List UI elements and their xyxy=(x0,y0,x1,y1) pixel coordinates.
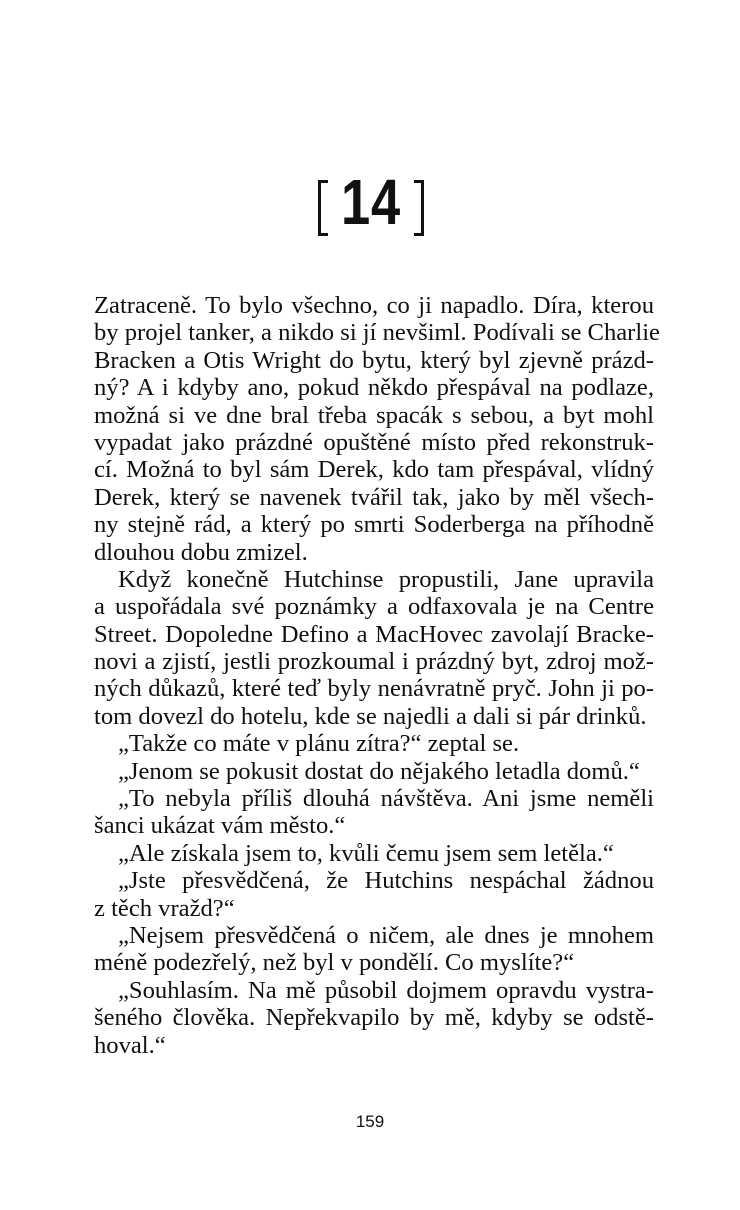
text-line: a uspořádala své poznámky a odfaxovala je na Centre xyxy=(94,593,654,621)
text-line: Zatraceně. To bylo všechno, co ji napadlo. Díra, kterou xyxy=(94,292,654,319)
text-line: „Jenom se pokusit dostat do nějakého letadla domů.“ xyxy=(118,757,640,785)
paragraph xyxy=(94,730,654,757)
text-line: vypadat jako prázdné opuštěné místo před rekonstruk- xyxy=(94,428,654,456)
text-line: Bracken a Otis Wright do bytu, který byl zjevně prázd- xyxy=(94,346,654,374)
text-line: ny stejně rád, a který po smrti Soderberga na příhodně xyxy=(94,511,654,539)
text-line: ný? A i kdyby ano, pokud někdo přespával na podlaze, xyxy=(94,374,654,402)
text-line: méně podezřelý, než byl v pondělí. Co myslíte?“ xyxy=(94,949,575,977)
text-line: z těch vražd?“ xyxy=(94,894,235,922)
text-line: hoval.“ xyxy=(94,1031,166,1059)
text-line: Když konečně Hutchinse propustili, Jane upravila xyxy=(118,565,654,593)
text-line: ných důkazů, které teď byly nenávratně pryč. John ji po- xyxy=(94,675,654,703)
paragraph xyxy=(94,867,654,922)
text-line: novi a zjistí, jestli prozkoumal i prázdný byt, zdroj mož- xyxy=(94,648,654,676)
text-line: cí. Možná to byl sám Derek, kdo tam přespával, vlídný xyxy=(94,456,654,484)
body-text xyxy=(94,292,660,1059)
paragraph xyxy=(94,292,660,566)
left-bracket-ornament xyxy=(318,180,328,236)
text-line: Derek, který se navenek tvářil tak, jako by měl všech- xyxy=(94,483,654,511)
text-line: tom dovezl do hotelu, kde se najedli a dali si pár drinků. xyxy=(94,702,647,730)
text-line: „To nebyla příliš dlouhá návštěva. Ani jsme neměli xyxy=(118,785,654,813)
chapter-heading xyxy=(318,166,424,238)
right-bracket-ornament xyxy=(414,180,424,236)
text-line: šanci ukázat vám město.“ xyxy=(94,812,346,840)
text-line: možná si ve dne bral třeba spacák s sebou, a byt mohl xyxy=(94,401,654,429)
text-line: by projel tanker, a nikdo si jí nevšiml. Podívali se Charlie xyxy=(94,319,660,347)
paragraph xyxy=(94,785,654,840)
paragraph xyxy=(94,566,654,730)
paragraph xyxy=(94,922,654,977)
text-line: „Souhlasím. Na mě působil dojmem opravdu vystra- xyxy=(118,976,654,1004)
text-line: „Ale získala jsem to, kvůli čemu jsem sem letěla.“ xyxy=(118,839,614,867)
text-line: šeného člověka. Nepřekvapilo by mě, kdyby se odstě- xyxy=(94,1004,654,1032)
text-line: „Jste přesvědčená, že Hutchins nespáchal žádnou xyxy=(118,867,654,895)
paragraph xyxy=(94,977,654,1059)
paragraph xyxy=(94,758,654,785)
text-line: „Nejsem přesvědčená o ničem, ale dnes je mnohem xyxy=(118,921,654,949)
text-line: dlouhou dobu zmizel. xyxy=(94,538,308,566)
chapter-number: 14 xyxy=(340,166,402,238)
paragraph xyxy=(94,840,654,867)
text-line: Street. Dopoledne Defino a MacHovec zavolají Bracke- xyxy=(94,620,654,648)
page-number: 159 xyxy=(355,1112,385,1131)
text-line: „Takže co máte v plánu zítra?“ zeptal se. xyxy=(118,730,520,758)
